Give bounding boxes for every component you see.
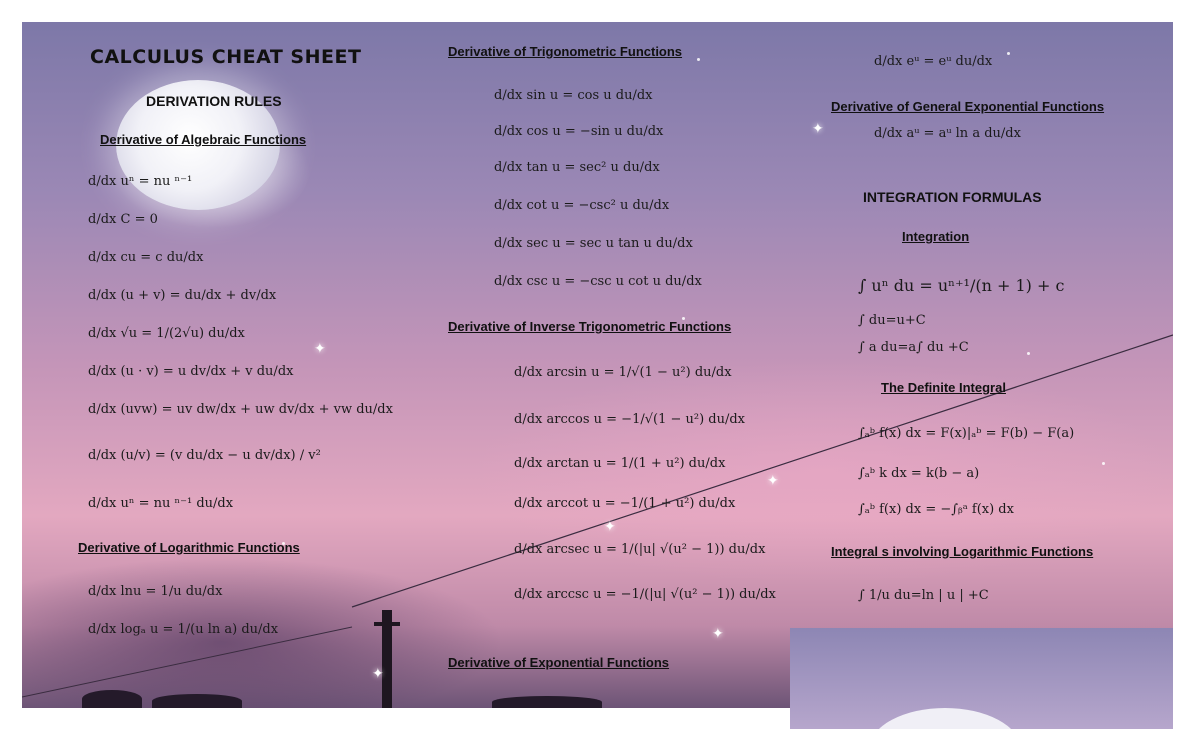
star-dot: [1027, 352, 1030, 355]
integration-heading: INTEGRATION FORMULAS: [863, 189, 1042, 205]
formula-arcsec: d/dx arcsec u = 1/(|u| √(u² − 1)) du/dx: [514, 542, 766, 557]
tree-silhouette: [492, 696, 602, 708]
star-icon: ✦: [314, 341, 326, 357]
formula-csc: d/dx csc u = −csc u cot u du/dx: [494, 274, 702, 289]
formula-cos: d/dx cos u = −sin u du/dx: [494, 124, 664, 139]
formula-integral-ln: ∫ 1/u du=ln | u | +C: [858, 588, 989, 603]
formula-tan: d/dx tan u = sec² u du/dx: [494, 160, 660, 175]
star-icon: ✦: [712, 626, 724, 642]
formula-arctan: d/dx arctan u = 1/(1 + u²) du/dx: [514, 456, 726, 471]
integration-subheading: Integration: [902, 229, 970, 244]
formula-arccot: d/dx arccot u = −1/(1 + u²) du/dx: [514, 496, 736, 511]
formula-product-rule: d/dx (u · v) = u dv/dx + v du/dx: [88, 364, 294, 379]
tree-silhouette: [82, 690, 142, 708]
exponential-heading: Derivative of Exponential Functions: [448, 655, 670, 670]
formula-exp-a: d/dx aᵘ = aᵘ ln a du/dx: [874, 126, 1021, 141]
formula-constant: d/dx C = 0: [88, 212, 158, 227]
formula-arccsc: d/dx arccsc u = −1/(|u| √(u² − 1)) du/dx: [514, 587, 776, 602]
definite-integral-heading: The Definite Integral: [881, 380, 1006, 395]
formula-chain-power: d/dx uⁿ = nu ⁿ⁻¹ du/dx: [88, 496, 234, 511]
formula-cot: d/dx cot u = −csc² u du/dx: [494, 198, 670, 213]
formula-integral-a-du: ∫ a du=a∫ du +C: [858, 340, 969, 355]
inverse-trig-heading: Derivative of Inverse Trigonometric Functions: [448, 319, 732, 334]
formula-constant-multiple: d/dx cu = c du/dx: [88, 250, 204, 265]
formula-exp-e: d/dx eᵘ = eᵘ du/dx: [874, 54, 993, 69]
formula-definite-constant: ∫ₐᵇ k dx = k(b − a): [858, 466, 980, 481]
utility-pole-crossbar: [374, 622, 400, 626]
formula-quotient-rule: d/dx (u/v) = (v du/dx − u dv/dx) / v²: [88, 448, 321, 463]
formula-sin: d/dx sin u = cos u du/dx: [494, 88, 653, 103]
formula-sum-rule: d/dx (u + v) = du/dx + dv/dx: [88, 288, 277, 303]
star-icon: ✦: [372, 666, 384, 682]
star-icon: ✦: [604, 519, 616, 535]
algebraic-heading: Derivative of Algebraic Functions: [100, 132, 307, 147]
formula-square-root: d/dx √u = 1/(2√u) du/dx: [88, 326, 245, 341]
formula-power-rule: d/dx uⁿ = nu ⁿ⁻¹: [88, 174, 193, 189]
star-icon: ✦: [812, 121, 824, 137]
formula-sec: d/dx sec u = sec u tan u du/dx: [494, 236, 693, 251]
trig-heading: Derivative of Trigonometric Functions: [448, 44, 683, 59]
formula-triple-product: d/dx (uvw) = uv dw/dx + uw dv/dx + vw du/dx: [88, 402, 393, 417]
formula-arcsin: d/dx arcsin u = 1/√(1 − u²) du/dx: [514, 365, 732, 380]
log-integral-heading: Integral s involving Logarithmic Functions: [831, 544, 1094, 559]
star-dot: [1007, 52, 1010, 55]
formula-definite-ftc: ∫ₐᵇ f(x) dx = F(x)|ₐᵇ = F(b) − F(a): [858, 426, 1075, 441]
general-exponential-heading: Derivative of General Exponential Functions: [831, 99, 1105, 114]
formula-ln: d/dx lnu = 1/u du/dx: [88, 584, 223, 599]
star-dot: [697, 58, 700, 61]
page-title: CALCULUS CHEAT SHEET: [90, 46, 362, 68]
derivation-rules-heading: DERIVATION RULES: [146, 93, 282, 109]
formula-log-base: d/dx logₐ u = 1/(u ln a) du/dx: [88, 622, 279, 637]
formula-definite-reverse: ∫ₐᵇ f(x) dx = −∫ᵦᵃ f(x) dx: [858, 502, 1014, 517]
formula-integral-du: ∫ du=u+C: [858, 313, 926, 328]
logarithmic-heading: Derivative of Logarithmic Functions: [78, 540, 300, 555]
star-dot: [1102, 462, 1105, 465]
cheat-sheet-page: [22, 22, 1173, 708]
formula-integral-power: ∫ uⁿ du = uⁿ⁺¹/(n + 1) + c: [858, 276, 1065, 295]
star-icon: ✦: [767, 473, 779, 489]
formula-arccos: d/dx arccos u = −1/√(1 − u²) du/dx: [514, 412, 746, 427]
tree-silhouette: [152, 694, 242, 708]
moon-image-partial: [790, 628, 1173, 729]
